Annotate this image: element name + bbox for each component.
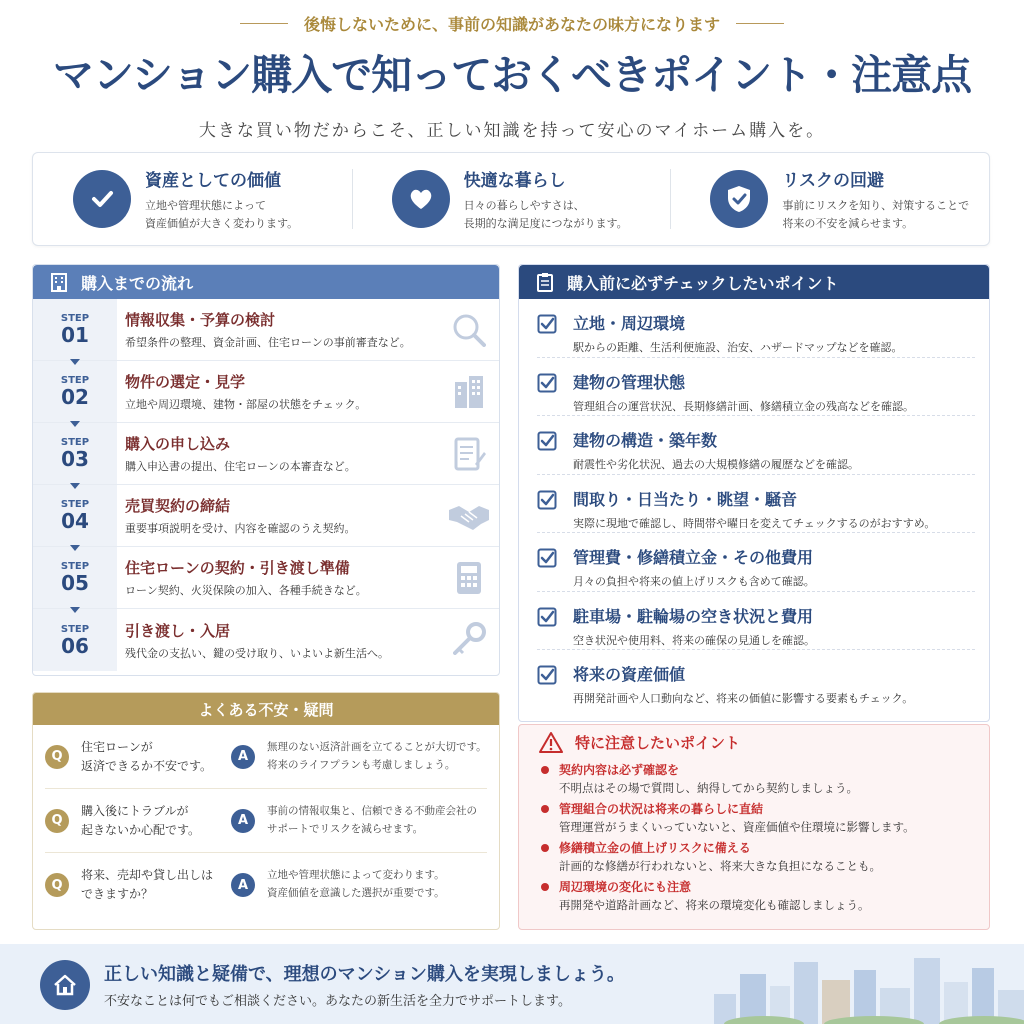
flow-step	[33, 547, 499, 609]
tagline	[0, 12, 1024, 35]
footer-message: 正しい知識と疑備で、理想のマンション購入を実現しましょう。	[104, 964, 625, 985]
step-title: 物件の選定・見学	[125, 373, 246, 391]
step-label: STEP	[60, 499, 90, 510]
answer-text: 無理のない返済計画を立てることが大切です。 将来のライフプランも考慮しましょう。	[267, 740, 487, 771]
checkbox-icon	[537, 607, 557, 631]
bullet-icon	[541, 844, 549, 852]
checkbox-icon	[537, 490, 557, 514]
document-icon	[439, 434, 499, 474]
caution-item	[519, 800, 989, 835]
flow-step	[33, 423, 499, 485]
purchase-flow-header	[33, 265, 499, 299]
checkbox-icon	[537, 665, 557, 689]
checklist-panel	[518, 264, 990, 722]
step-number	[33, 609, 117, 671]
answer-text: 事前の情報収集と、信頼できる不動産会社の サポートでリスクを減らせます。	[267, 804, 477, 835]
check-title: 建物の管理状態	[573, 372, 686, 392]
step-number	[33, 299, 117, 360]
step-label: STEP	[60, 561, 90, 572]
check-desc: 再開発計画や人口動向など、将来の価値に影響する要素もチェック。	[573, 692, 914, 705]
value-desc: 立地や管理状態によって 資産価値が大きく変わります。	[145, 198, 299, 230]
check-title: 建物の構造・築年数	[573, 431, 718, 450]
answer-badge: A	[231, 873, 255, 897]
step-num: 04	[61, 509, 89, 533]
home-icon	[40, 960, 90, 1010]
question-text: 購入後にトラブルが 起きないか心配です。	[81, 803, 201, 837]
caution-item-desc: 不明点はその場で質問し、納得してから契約しましょう。	[559, 781, 858, 795]
flow-step	[33, 609, 499, 671]
checklist-item	[537, 358, 975, 417]
page-title: マンション購入で知っておくべきポイント・注意点	[52, 51, 972, 99]
key-icon	[439, 620, 499, 660]
building-icon	[49, 272, 69, 292]
bullet-icon	[541, 766, 549, 774]
warning-icon	[539, 731, 563, 753]
shield-icon	[710, 170, 768, 228]
tagline-rule-left	[240, 23, 288, 24]
search-icon	[439, 310, 499, 350]
caution-item	[519, 839, 989, 874]
step-arrow-icon	[70, 359, 80, 365]
step-title: 購入の申し込み	[125, 435, 231, 453]
step-desc: 重要事項説明を受け、内容を確認のうえ契約。	[125, 522, 356, 535]
question-badge: Q	[45, 745, 69, 769]
caution-title: 特に注意したいポイント	[575, 733, 741, 752]
check-desc: 耐震性や劣化状況、過去の大規模修繕の履歴などを確認。	[573, 458, 859, 471]
check-title: 将来の資産価値	[573, 665, 686, 684]
footer-submessage: 不安なことは何でもご相談ください。あなたの新生活を全力でサポートします。	[104, 994, 571, 1009]
checkbox-icon	[537, 314, 557, 338]
checklist-header	[519, 265, 989, 299]
value-desc: 日々の暮らしやすさは、 長期的な満足度につながります。	[463, 198, 628, 230]
flow-step	[33, 361, 499, 423]
value-cards	[32, 152, 990, 246]
city-skyline-illustration	[704, 944, 1024, 1024]
flow-step	[33, 485, 499, 547]
check-desc: 駅からの距離、生活利便施設、治安、ハザードマップなどを確認。	[573, 341, 903, 354]
step-desc: 希望条件の整理、資金計画、住宅ローンの事前審査など。	[125, 336, 411, 349]
footer-banner	[0, 944, 1024, 1024]
caution-item-desc: 管理運営がうまくいっていないと、資産価値や住環境に影響します。	[559, 820, 915, 834]
value-title: リスクの回避	[782, 170, 885, 191]
caution-item-title: 修繕積立金の値上げリスクに備える	[559, 841, 751, 855]
value-title: 快適な暮らし	[463, 170, 566, 191]
flow-step	[33, 299, 499, 361]
check-desc: 管理組合の運営状況、長期修繕計画、修繕積立金の残高などを確認。	[573, 399, 914, 413]
value-card-comfort	[352, 153, 671, 245]
value-card-asset	[33, 153, 352, 245]
handshake-icon	[439, 496, 499, 536]
bullet-icon	[541, 883, 549, 891]
checkbox-icon	[537, 431, 557, 455]
question-badge: Q	[45, 809, 69, 833]
faq-header: よくある不安・疑問	[33, 693, 499, 725]
clipboard-icon	[535, 272, 555, 292]
step-num: 03	[61, 447, 89, 471]
faq-item	[45, 725, 487, 789]
question-text: 将来、売却や貸し出しは できますか？	[81, 868, 214, 901]
step-title: 情報収集・予算の検討	[125, 311, 276, 329]
caution-item-desc: 再開発や道路計画など、将来の環境変化も確認しましょう。	[559, 898, 870, 912]
checklist-item	[537, 650, 975, 709]
step-desc: 残代金の支払い、鍵の受け取り、いよいよ新生活へ。	[125, 646, 389, 660]
question-text: 住宅ローンが 返済できるか不安です。	[81, 739, 213, 773]
value-card-risk	[670, 153, 989, 245]
bullet-icon	[541, 805, 549, 813]
checkmark-icon	[73, 170, 131, 228]
calculator-icon	[439, 558, 499, 598]
step-label: STEP	[60, 313, 90, 324]
faq-panel	[32, 692, 500, 930]
caution-item	[519, 761, 989, 796]
step-desc: 購入申込書の提出、住宅ローンの本審査など。	[125, 460, 356, 473]
check-title: 立地・周辺環境	[573, 314, 686, 333]
caution-header	[519, 727, 989, 757]
check-desc: 実際に現地で確認し、時間帯や曜日を変えてチェックするのがおすすめ。	[573, 516, 936, 530]
step-title: 売買契約の締結	[125, 497, 231, 515]
step-num: 06	[61, 633, 89, 658]
checklist-item	[537, 299, 975, 358]
faq-item	[45, 789, 487, 853]
page-subtitle: 大きな買い物だからこそ、正しい知識を持って安心のマイホーム購入を。	[198, 121, 826, 141]
caution-item	[519, 878, 989, 913]
purchase-flow-panel	[32, 264, 500, 676]
check-desc: 空き状況や使用料、将来の確保の見通しを確認。	[573, 633, 815, 647]
step-label: STEP	[60, 437, 90, 448]
caution-item-desc: 計画的な修繕が行われないと、将来大きな負担になることも。	[559, 859, 881, 873]
step-number	[33, 547, 117, 608]
step-number	[33, 485, 117, 546]
step-number	[33, 423, 117, 484]
check-title: 間取り・日当たり・眺望・騒音	[573, 489, 798, 509]
answer-badge: A	[231, 745, 255, 769]
step-title: 住宅ローンの契約・引き渡し準備	[125, 559, 350, 577]
tagline-text: 後悔しないために、事前の知識があなたの味方になります	[303, 15, 720, 34]
step-desc: ローン契約、火災保険の加入、各種手続きなど。	[125, 584, 367, 597]
checklist-item	[537, 533, 975, 592]
caution-item-title: 管理組合の状況は将来の暮らしに直結	[559, 802, 764, 816]
checklist-item	[537, 475, 975, 534]
step-arrow-icon	[70, 607, 80, 613]
caution-item-title: 周辺環境の変化にも注意	[559, 880, 692, 894]
caution-item-title: 契約内容は必ず確認を	[559, 763, 680, 777]
checklist-item	[537, 592, 975, 651]
answer-badge: A	[231, 809, 255, 833]
step-desc: 立地や周辺環境、建物・部屋の状態をチェック。	[125, 398, 367, 411]
faq-item	[45, 853, 487, 917]
check-title: 駐車場・駐輪場の空き状況と費用	[573, 606, 814, 626]
step-arrow-icon	[70, 421, 80, 427]
step-num: 02	[61, 385, 89, 409]
checklist-item	[537, 416, 975, 475]
step-num: 05	[61, 571, 89, 595]
check-title: 管理費・修繕積立金・その他費用	[573, 548, 814, 567]
checkbox-icon	[537, 373, 557, 397]
check-desc: 月々の負担や将来の値上げリスクも含めて確認。	[573, 575, 815, 588]
step-arrow-icon	[70, 545, 80, 551]
step-label: STEP	[60, 375, 90, 386]
tagline-rule-right	[736, 23, 784, 24]
step-arrow-icon	[70, 483, 80, 489]
step-number	[33, 361, 117, 422]
caution-panel	[518, 724, 990, 930]
answer-text: 立地や管理状態によって変わります。 資産価値を意識した選択が重要です。	[267, 869, 445, 899]
value-title: 資産としての価値	[145, 170, 281, 191]
step-num: 01	[61, 323, 89, 347]
step-label: STEP	[60, 623, 90, 635]
building-icon	[439, 372, 499, 412]
checklist-title: 購入前に必ずチェックしたいポイント	[567, 273, 839, 293]
heart-icon	[392, 170, 450, 228]
purchase-flow-title: 購入までの流れ	[81, 273, 194, 293]
step-title: 引き渡し・入居	[125, 621, 231, 640]
question-badge: Q	[45, 873, 69, 897]
checkbox-icon	[537, 548, 557, 572]
value-desc: 事前にリスクを知り、対策することで 将来の不安を減らせます。	[782, 198, 970, 230]
